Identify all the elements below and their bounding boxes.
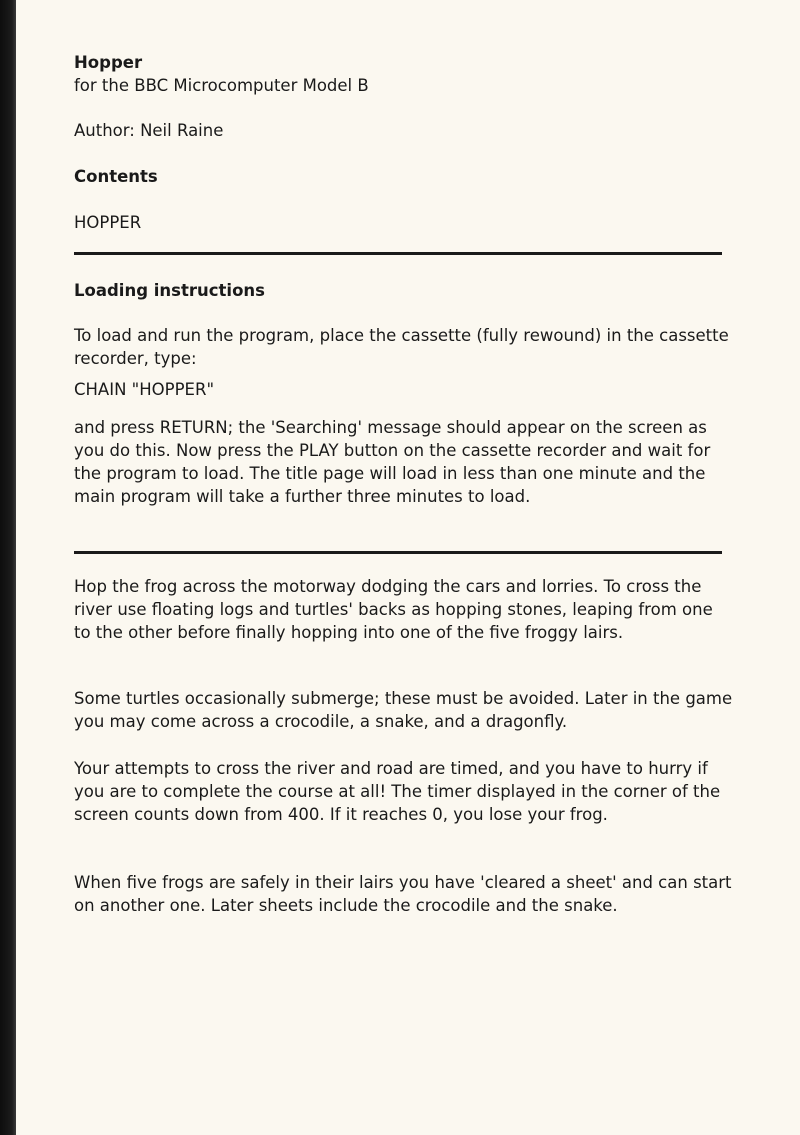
section-divider xyxy=(74,551,722,554)
booklet-spine xyxy=(0,0,16,1135)
game-paragraph: When five frogs are safely in their lairs you have 'cleared a sheet' and can start on another one. Later sheets include the crocodile and the snake. xyxy=(74,873,732,915)
game-paragraph: Hop the frog across the motorway dodging the cars and lorries. To cross the river use floating logs and turtles' backs as hopping stones, leaping from one to the other before finally hopping into one of the five froggy lairs. xyxy=(74,577,713,642)
contents-item: HOPPER xyxy=(74,213,142,232)
contents-heading: Contents xyxy=(74,167,158,186)
game-title: Hopper xyxy=(74,53,143,72)
loading-heading: Loading instructions xyxy=(74,281,265,300)
platform-subtitle: for the BBC Microcomputer Model B xyxy=(74,76,369,95)
section-divider xyxy=(74,252,722,255)
author-line: Author: Neil Raine xyxy=(74,121,224,140)
load-command: CHAIN "HOPPER" xyxy=(74,380,215,399)
loading-paragraph: To load and run the program, place the cassette (fully rewound) in the cassette recorder, type: xyxy=(74,326,729,368)
game-paragraph: Your attempts to cross the river and road are timed, and you have to hurry if you are to complete the course at all! The timer displayed in the corner of the screen counts down from 400. If it reaches 0, you lose your frog. xyxy=(74,759,721,824)
loading-paragraph: and press RETURN; the 'Searching' message should appear on the screen as you do this. Now press the PLAY button on the cassette recorder and wait for the program to load. The title page will load in less than one minute and the main program will take a further three minutes to load. xyxy=(74,418,711,506)
game-paragraph: Some turtles occasionally submerge; these must be avoided. Later in the game you may come across a crocodile, a snake, and a dragonfly. xyxy=(74,689,733,731)
